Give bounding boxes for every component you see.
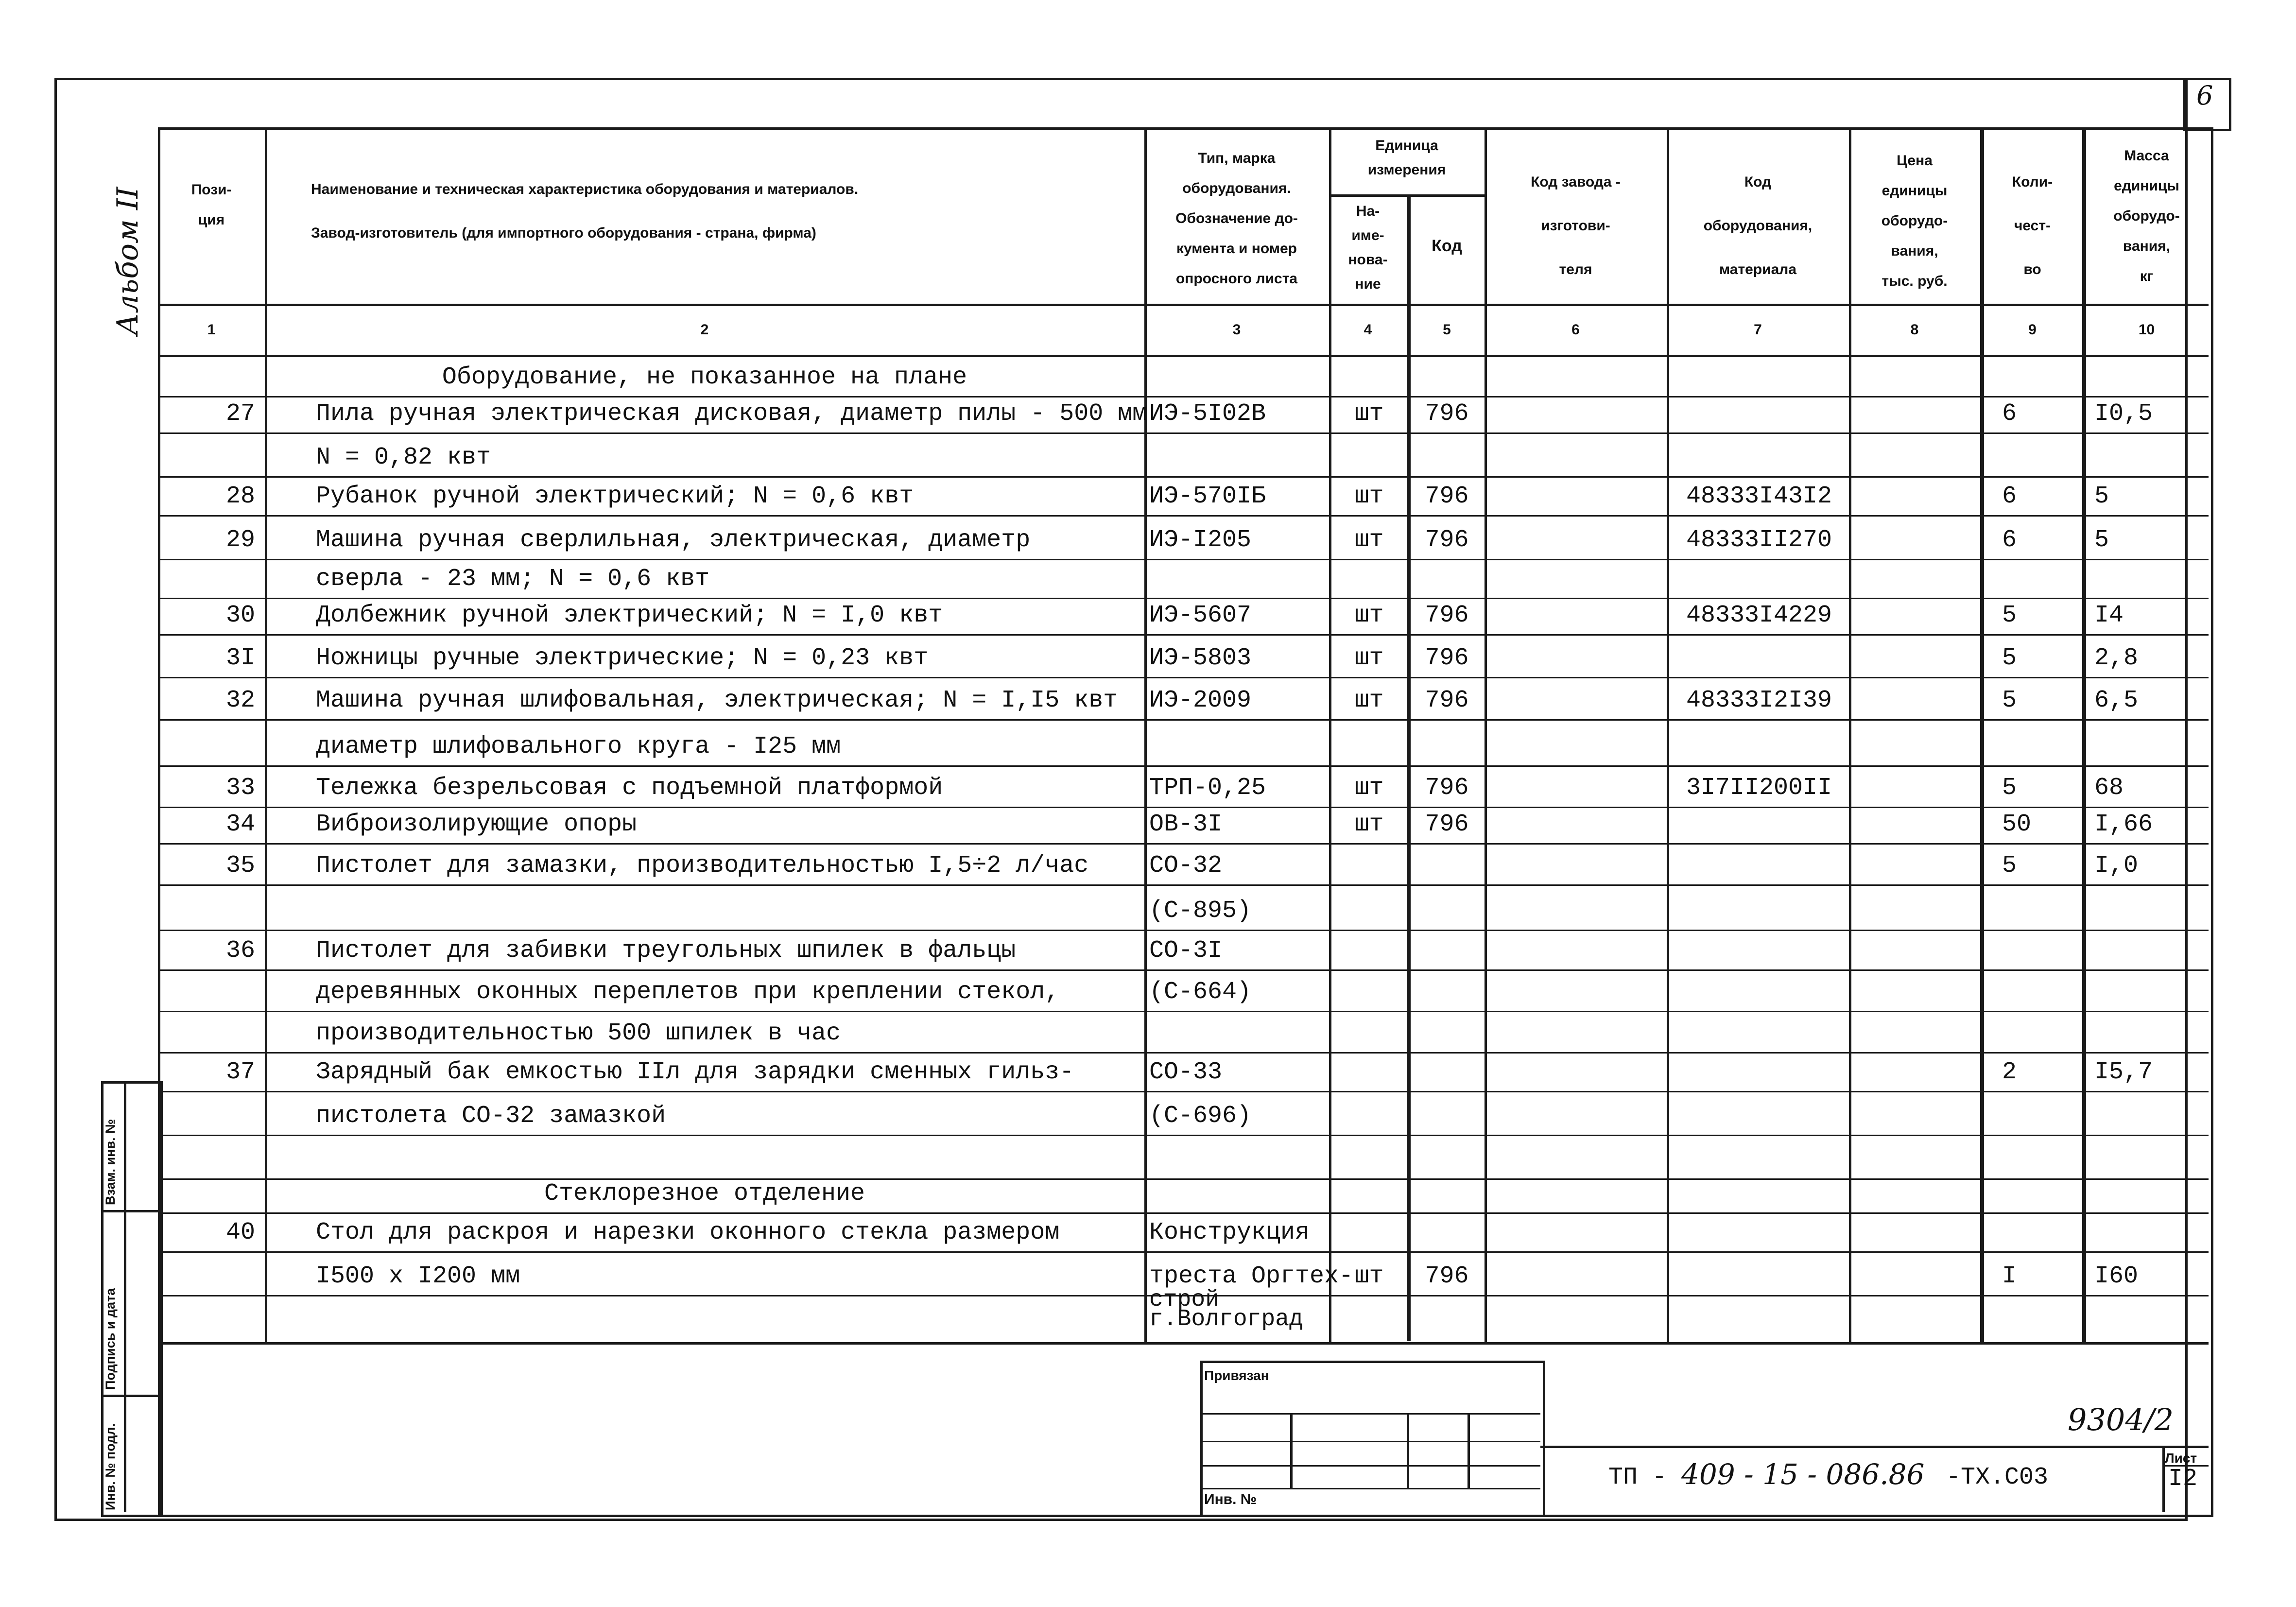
cell-name: Стеклорезное отделение <box>544 1180 865 1208</box>
cell-mass: 5 <box>2094 483 2109 510</box>
cell-mass: 6,5 <box>2094 687 2139 714</box>
privyazan-line-3 <box>1200 1465 1540 1467</box>
header-col3: Тип, марка оборудования. Обозначение до- кумента и номер опросного листа <box>1175 150 1298 287</box>
cell-type: ИЭ-5803 <box>1149 644 1252 672</box>
cell-qty: 6 <box>2002 400 2017 428</box>
header-col7: Код оборудования, материала <box>1703 174 1813 277</box>
cell-mass: I5,7 <box>2094 1058 2153 1086</box>
side-stamp-zam-inv: Взам. инв. № <box>103 1119 118 1205</box>
cell-pos: 30 <box>225 602 255 629</box>
col-divider-9 <box>2082 127 2086 1342</box>
cell-type: (С-895) <box>1149 897 1252 925</box>
cell-type: (С-696) <box>1149 1102 1252 1130</box>
inv-label: Инв. № <box>1204 1491 1257 1507</box>
privyazan-line-2 <box>1200 1441 1540 1442</box>
cell-mat: 48333I2I39 <box>1686 687 1832 714</box>
cell-type: ТРП-0,25 <box>1149 774 1266 802</box>
cell-type: СО-33 <box>1149 1058 1223 1086</box>
header-col8: Цена единицы оборудо- вания, тыс. руб. <box>1881 153 1948 289</box>
header-col6: Код завода - изготови- теля <box>1531 174 1621 277</box>
row-line <box>158 1052 2209 1054</box>
side-stamp-inv-podl: Инв. № подл. <box>103 1423 118 1510</box>
cell-qty: 50 <box>2002 811 2032 838</box>
cell-mass: 5 <box>2094 526 2109 554</box>
cell-pos: 33 <box>225 774 255 802</box>
cell-unit: шт <box>1354 526 1384 554</box>
cell-type: СО-3I <box>1149 937 1223 965</box>
cell-qty: 6 <box>2002 526 2017 554</box>
row-line <box>158 476 2209 478</box>
header-bottom <box>158 304 2209 306</box>
doc-code-prefix: ТП - <box>1608 1464 1667 1491</box>
table-body-bottom <box>158 1342 2209 1345</box>
cell-mass: 68 <box>2094 774 2124 802</box>
side-stamp-row-2 <box>101 1395 158 1397</box>
col-divider-8 <box>1980 127 1984 1342</box>
row-line <box>158 515 2209 517</box>
cell-name: Оборудование, не показанное на плане <box>442 363 967 391</box>
cell-code: 796 <box>1425 644 1469 672</box>
cell-name: производительностью 500 шпилек в час <box>316 1019 841 1047</box>
cell-type: треста Оргтех- <box>1149 1262 1354 1290</box>
row-line <box>158 432 2209 434</box>
col-divider-2 <box>1144 127 1147 1342</box>
cell-mass: I60 <box>2094 1262 2139 1290</box>
cell-code: 796 <box>1425 400 1469 428</box>
header-col9: Коли- чест- во <box>2012 174 2053 277</box>
cell-unit: шт <box>1354 602 1384 629</box>
handwritten-number: 9304/2 <box>2068 1402 2174 1437</box>
header-col2: Наименование и техническая характеристика оборудования и материалов. Завод-изготовитель (для импортного оборудования - страна, фирма) <box>311 181 859 241</box>
colnum-5: 5 <box>1443 322 1451 338</box>
cell-code: 796 <box>1425 811 1469 838</box>
doc-code-hand: 409 - 15 - 086.86 <box>1681 1458 1925 1491</box>
row-line <box>158 843 2209 845</box>
cell-type: Конструкция <box>1149 1219 1310 1246</box>
cell-pos: 37 <box>225 1058 255 1086</box>
cell-mass: I0,5 <box>2094 400 2153 428</box>
colnum-4: 4 <box>1364 322 1372 338</box>
col-divider-5 <box>1485 127 1487 1342</box>
cell-unit: шт <box>1354 483 1384 510</box>
cell-qty: 5 <box>2002 774 2017 802</box>
header-col5: Код <box>1432 237 1462 255</box>
cell-mat: 48333I4229 <box>1686 602 1832 629</box>
row-line <box>158 1011 2209 1012</box>
row-line <box>158 396 2209 397</box>
cell-code: 796 <box>1425 483 1469 510</box>
cell-type: ИЭ-I205 <box>1149 526 1252 554</box>
cell-qty: 5 <box>2002 852 2017 880</box>
col-divider-1 <box>265 127 267 1342</box>
unit-group-divider <box>1329 194 1485 197</box>
cell-mass: I,66 <box>2094 811 2153 838</box>
cell-pos: 35 <box>225 852 255 880</box>
cell-pos: 27 <box>225 400 255 428</box>
cell-name: Рубанок ручной электрический; N = 0,6 квт <box>316 483 914 510</box>
row-line <box>158 1212 2209 1214</box>
cell-unit: шт <box>1354 400 1384 428</box>
cell-qty: 6 <box>2002 483 2017 510</box>
cell-code: 796 <box>1425 602 1469 629</box>
cell-mat: 48333I43I2 <box>1686 483 1832 510</box>
cell-name: пистолета СО-32 замазкой <box>316 1102 666 1130</box>
side-stamp-divider <box>124 1081 126 1512</box>
header-col1: Пози- ция <box>191 182 232 228</box>
cell-name: диаметр шлифовального круга - I25 мм <box>316 733 841 760</box>
cell-mat: 3I7II200II <box>1686 774 1832 802</box>
cell-unit: шт <box>1354 687 1384 714</box>
cell-type: ОВ-3I <box>1149 811 1223 838</box>
cell-name: Машина ручная шлифовальная, электрическая; N = I,I5 квт <box>316 687 1118 714</box>
row-line <box>158 1091 2209 1092</box>
row-line <box>158 765 2209 767</box>
cell-type: СО-32 <box>1149 852 1223 880</box>
cell-unit: шт <box>1354 774 1384 802</box>
header-col4: На- име- нова- ние <box>1348 203 1388 292</box>
cell-name: Пистолет для забивки треугольных шпилек в фальцы <box>316 937 1016 965</box>
header-col10: Масса единицы оборудо- вания, кг <box>2113 148 2180 284</box>
cell-name: сверла - 23 мм; N = 0,6 квт <box>316 565 710 593</box>
cell-pos: 28 <box>225 483 255 510</box>
cell-type: ИЭ-5I02В <box>1149 400 1266 428</box>
cell-pos: 36 <box>225 937 255 965</box>
cell-name: Долбежник ручной электрический; N = I,0 квт <box>316 602 943 629</box>
privyazan-col-3 <box>1467 1413 1470 1488</box>
privyazan-label: Привязан <box>1204 1368 1269 1383</box>
cell-name: деревянных оконных переплетов при креплении стекол, <box>316 978 1060 1006</box>
colnum-10: 10 <box>2138 322 2155 338</box>
cell-unit: шт <box>1354 811 1384 838</box>
row-line <box>158 969 2209 971</box>
cell-name: Виброизолирующие опоры <box>316 811 637 838</box>
cell-name: Ножницы ручные электрические; N = 0,23 квт <box>316 644 929 672</box>
col-divider-4 <box>1407 194 1411 1341</box>
list-number: I2 <box>2168 1465 2198 1493</box>
cell-pos: 40 <box>225 1219 255 1246</box>
cell-name: Машина ручная сверлильная, электрическая, диаметр <box>316 526 1031 554</box>
cell-name: Зарядный бак емкостью IIл для зарядки сменных гильз- <box>316 1058 1074 1086</box>
row-line <box>158 1251 2209 1253</box>
row-line <box>158 634 2209 636</box>
side-stamp-row-1 <box>101 1210 158 1212</box>
cell-code: 796 <box>1425 687 1469 714</box>
colnum-1: 1 <box>207 322 216 338</box>
cell-mass: 2,8 <box>2094 644 2139 672</box>
cell-type: (С-664) <box>1149 978 1252 1006</box>
side-stamp-signature-date: Подпись и дата <box>103 1288 118 1390</box>
col-divider-7 <box>1849 127 1851 1342</box>
cell-unit: шт <box>1354 644 1384 672</box>
list-label: Лист <box>2165 1451 2197 1466</box>
cell-code: 796 <box>1425 774 1469 802</box>
header-unit-group: Единица измерения <box>1367 138 1446 178</box>
row-line <box>158 1135 2209 1136</box>
cell-mat: 48333II270 <box>1686 526 1832 554</box>
cell-type: строй г.Волгоград <box>1149 1287 1303 1332</box>
cell-name: Тележка безрельсовая с подъемной платформой <box>316 774 943 802</box>
row-line <box>158 677 2209 678</box>
title-block-top <box>1540 1446 2209 1448</box>
top-border <box>54 78 2227 80</box>
colnum-8: 8 <box>1910 322 1919 338</box>
col-divider-3 <box>1329 127 1331 1342</box>
cell-pos: 29 <box>225 526 255 554</box>
cell-code: 796 <box>1425 526 1469 554</box>
cell-qty: 5 <box>2002 602 2017 629</box>
cell-pos: 32 <box>225 687 255 714</box>
row-line <box>158 719 2209 721</box>
row-line <box>158 930 2209 931</box>
cell-code: 796 <box>1425 1262 1469 1290</box>
cell-name: Пистолет для замазки, производительностью I,5÷2 л/час <box>316 852 1089 880</box>
doc-code-suffix: -ТХ.С03 <box>1946 1464 2049 1491</box>
left-border <box>54 78 57 1516</box>
cell-type: ИЭ-5607 <box>1149 602 1252 629</box>
cell-qty: 5 <box>2002 644 2017 672</box>
colnum-9: 9 <box>2028 322 2037 338</box>
colnum-7: 7 <box>1754 322 1762 338</box>
cell-mass: I4 <box>2094 602 2124 629</box>
row-line <box>158 598 2209 599</box>
colnum-6: 6 <box>1571 322 1580 338</box>
cell-qty: 2 <box>2002 1058 2017 1086</box>
cell-name: Пила ручная электрическая дисковая, диаметр пилы - 500 мм <box>316 400 1147 428</box>
colnum-bottom <box>158 355 2209 357</box>
corner-mark: 6 <box>2196 80 2213 111</box>
cell-qty: 5 <box>2002 687 2017 714</box>
cell-mass: I,0 <box>2094 852 2139 880</box>
cell-name: Стол для раскроя и нарезки оконного стекла размером <box>316 1219 1060 1246</box>
cell-type: ИЭ-2009 <box>1149 687 1252 714</box>
cell-name: I500 х I200 мм <box>316 1262 520 1290</box>
col-divider-6 <box>1667 127 1669 1342</box>
cell-name: N = 0,82 квт <box>316 444 491 471</box>
row-line <box>158 559 2209 560</box>
cell-qty: I <box>2002 1262 2017 1290</box>
privyazan-line-1 <box>1200 1413 1540 1415</box>
cell-unit: шт <box>1354 1262 1384 1290</box>
row-line <box>158 807 2209 808</box>
cell-pos: 34 <box>225 811 255 838</box>
colnum-2: 2 <box>700 322 709 338</box>
album-label: Альбом II <box>111 187 145 335</box>
row-line <box>158 884 2209 886</box>
privyazan-col-1 <box>1290 1413 1293 1488</box>
privyazan-col-2 <box>1407 1413 1409 1488</box>
colnum-3: 3 <box>1232 322 1241 338</box>
cell-pos: 3I <box>225 644 255 672</box>
cell-type: ИЭ-570IБ <box>1149 483 1266 510</box>
